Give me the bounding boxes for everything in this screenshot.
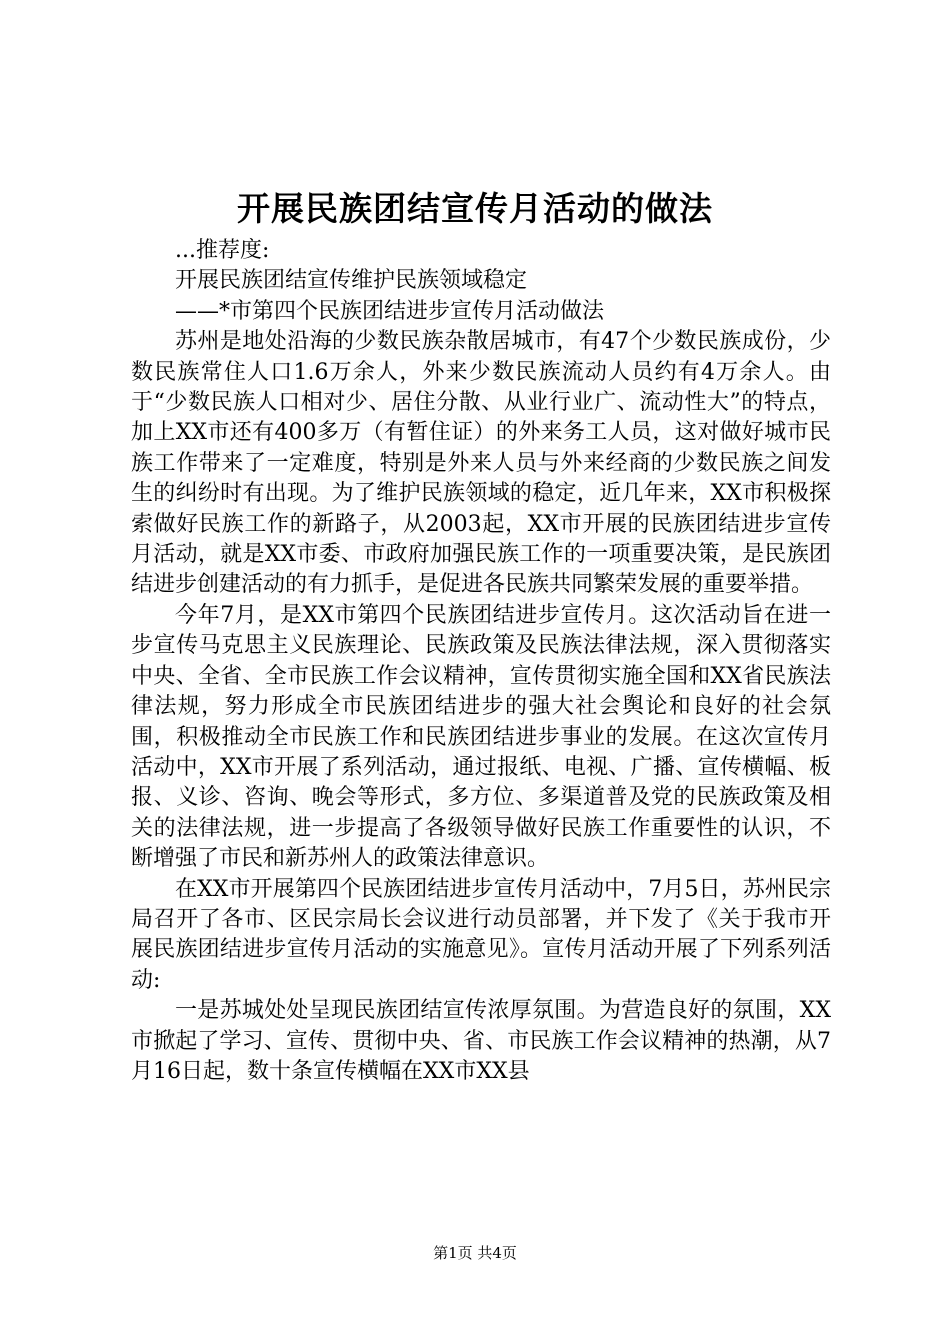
subtitle-line: 开展民族团结宣传维护民族领域稳定: [175, 268, 528, 294]
document-title: 开展民族团结宣传月活动的做法: [237, 189, 713, 228]
paragraph: 苏州是地处沿海的少数民族杂散居城市，有47个少数民族成份，少数民族常住人口1.6万余人，外来少数民族流动人员约有4万余人。由于“少数民族人口相对少、居住分散、从业行业广、流动性大”的特点，加上XX市还有400多万（有暂住证）的外来务工人员，这对做好城市民族工作带来了一定难度，特别是外来人员与外来经商的少数民族之间发生的纠纷时有出现。为了维护民族领域的稳定，近几年来，XX市积极探索做好民族工作的新路子，从2003起，XX市开展的民族团结进步宣传月活动，就是XX市委、市政府加强民族工作的一项重要决策，是民族团结进步创建活动的有力抓手，是促进各民族共同繁荣发展的重要举措。: [131, 329, 831, 598]
recommend-line: ...推荐度:: [175, 238, 270, 263]
page-footer: 第1页 共4页: [433, 1244, 517, 1262]
paragraph: 在XX市开展第四个民族团结进步宣传月活动中，7月5日，苏州民宗局召开了各市、区民宗局长会议进行动员部署，并下发了《关于我市开展民族团结进步宣传月活动的实施意见》。宣传月活动开展了下列系列活动:: [131, 876, 831, 993]
paragraph: 今年7月，是XX市第四个民族团结进步宣传月。这次活动旨在进一步宣传马克思主义民族理论、民族政策及民族法律法规，深入贯彻落实中央、全省、全市民族工作会议精神，宣传贯彻实施全国和XX省民族法律法规，努力形成全市民族团结进步的强大社会舆论和良好的社会氛围，积极推动全市民族工作和民族团结进步事业的发展。在这次宣传月活动中，XX市开展了系列活动，通过报纸、电视、广播、宣传横幅、板报、义诊、咨询、晚会等形式，多方位、多渠道普及党的民族政策及相关的法律法规，进一步提高了各级领导做好民族工作重要性的认识，不断增强了市民和新苏州人的政策法律意识。: [131, 602, 831, 872]
document-body: [131, 236, 831, 1087]
subtitle-dash-line: ——*市第四个民族团结进步宣传月活动做法: [175, 298, 605, 324]
paragraph: 一是苏城处处呈现民族团结宣传浓厚氛围。为营造良好的氛围，XX市掀起了学习、宣传、贯彻中央、省、市民族工作会议精神的热潮，从7月16日起，数十条宣传横幅在XX市XX县: [131, 998, 831, 1084]
